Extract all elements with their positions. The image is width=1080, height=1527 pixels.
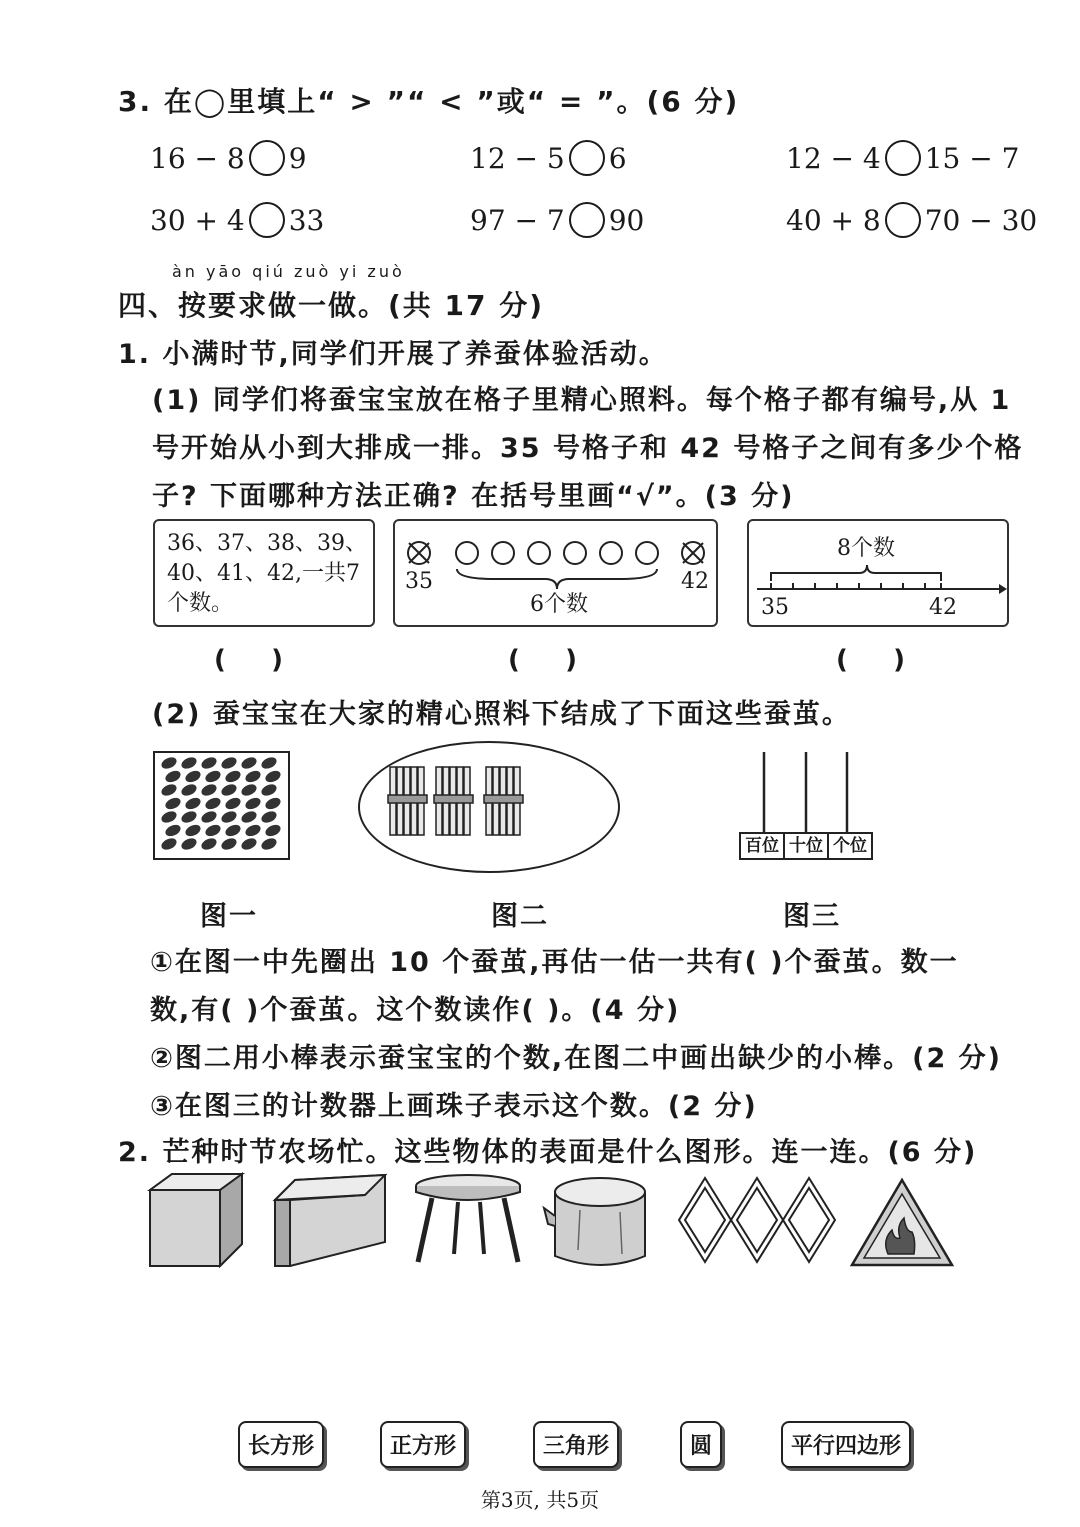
- circle-row: [456, 542, 658, 564]
- sub-question-1-line1: ①在图一中先圈出 10 个蚕茧,再估一估一共有( )个蚕茧。数一: [150, 947, 959, 978]
- crossed-circle-icon: [682, 542, 704, 564]
- cocoon: [220, 809, 239, 825]
- cocoon: [260, 809, 279, 825]
- shape-label-parallelogram[interactable]: 平行四边形: [781, 1421, 911, 1468]
- diamond-fence-icon: [679, 1178, 835, 1262]
- option3-left-number: 35: [761, 595, 789, 620]
- cocoon: [240, 755, 259, 771]
- q1-part1-line2: 号开始从小到大排成一排。35 号格子和 42 号格子之间有多少个格: [152, 433, 1024, 464]
- cocoon: [224, 796, 243, 812]
- answer-circle[interactable]: [569, 202, 605, 238]
- comparison-item: 40 + 8 70 − 30: [786, 203, 1038, 237]
- q3-title: 3. 在◯里填上“ > ”“ < ”或“ = ”。(6 分): [118, 85, 740, 118]
- section-pinyin: àn yāo qiú zuò yi zuò: [172, 262, 405, 281]
- option3-right-number: 42: [929, 595, 957, 620]
- cocoon: [204, 769, 223, 785]
- cocoon: [200, 755, 219, 771]
- cocoon: [204, 823, 223, 839]
- cocoon: [220, 755, 239, 771]
- cocoon: [220, 836, 239, 852]
- stick-bundle-icon: [434, 767, 473, 835]
- brick-icon: [275, 1175, 385, 1266]
- cocoon: [160, 836, 179, 852]
- cocoon: [200, 836, 219, 852]
- comparison-item: 30 + 4 33: [150, 203, 325, 237]
- cube-icon: [150, 1174, 242, 1266]
- answer-circle[interactable]: [569, 140, 605, 176]
- cocoon: [160, 755, 179, 771]
- cocoon: [244, 769, 263, 785]
- sub-question-2: ②图二用小棒表示蚕宝宝的个数,在图二中画出缺少的小棒。(2 分): [150, 1043, 1002, 1074]
- q2-title: 2. 芒种时节农场忙。这些物体的表面是什么图形。连一连。(6 分): [118, 1137, 978, 1168]
- cocoon: [260, 836, 279, 852]
- abacus-label-tens: 十位: [785, 834, 829, 858]
- option-box-list: [153, 519, 375, 627]
- answer-parenthesis-1[interactable]: ( ): [214, 645, 284, 675]
- answer-circle[interactable]: [249, 202, 285, 238]
- answer-parenthesis-2[interactable]: ( ): [508, 645, 578, 675]
- shape-label-circle[interactable]: 圆: [680, 1421, 722, 1468]
- cocoon: [260, 755, 279, 771]
- cocoon: [260, 782, 279, 798]
- q1-part1-line3: 子? 下面哪种方法正确? 在括号里画“√”。(3 分): [152, 481, 795, 512]
- cocoon: [264, 769, 283, 785]
- cocoon: [160, 782, 179, 798]
- comparison-item: 12 − 4 15 − 7: [786, 141, 1020, 175]
- option-list-text: 36、37、38、39、40、41、42,一共7个数。: [167, 531, 367, 616]
- comparison-item: 16 − 8 9: [150, 141, 307, 175]
- abacus-label-ones: 个位: [833, 836, 867, 856]
- cocoon: [244, 796, 263, 812]
- abacus-base: [739, 832, 873, 860]
- option2-count-label: 6个数: [530, 592, 588, 617]
- cocoon: [200, 809, 219, 825]
- sub-question-1-line2: 数,有( )个蚕茧。这个数读作( )。(4 分): [150, 995, 681, 1026]
- fire-warning-sign-icon: [852, 1180, 952, 1265]
- cocoon: [164, 769, 183, 785]
- option3-count-label: 8个数: [837, 536, 895, 561]
- stick-bundles: [360, 743, 618, 871]
- stick-bundle-icon: [484, 767, 523, 835]
- figure3-label: 图三: [783, 901, 841, 932]
- shape-label-rectangle[interactable]: 长方形: [238, 1421, 324, 1468]
- cocoon: [264, 796, 283, 812]
- figure3-abacus: [739, 752, 873, 862]
- round-table-icon: [416, 1175, 520, 1262]
- cocoon: [184, 796, 203, 812]
- cocoon: [220, 782, 239, 798]
- figure2-sticks: [358, 741, 620, 873]
- cocoon-grid: [155, 753, 287, 857]
- crossed-circle-icon: [408, 542, 430, 564]
- abacus-label-hundreds: 百位: [741, 834, 785, 858]
- answer-circle[interactable]: [885, 202, 921, 238]
- q1-part1-line1: (1) 同学们将蚕宝宝放在格子里精心照料。每个格子都有编号,从 1: [152, 385, 1012, 416]
- comparison-item: 97 − 7 90: [470, 203, 645, 237]
- cocoon: [244, 823, 263, 839]
- cocoon: [164, 796, 183, 812]
- cocoon: [264, 823, 283, 839]
- q1-part2-text: (2) 蚕宝宝在大家的精心照料下结成了下面这些蚕茧。: [152, 699, 851, 730]
- page-footer: 第3页, 共5页: [480, 1488, 600, 1512]
- option2-right-number: 42: [681, 569, 709, 594]
- option2-left-number: 35: [405, 569, 433, 594]
- cocoon: [180, 782, 199, 798]
- comparison-item: 12 − 5 6: [470, 141, 627, 175]
- stick-bundle-icon: [388, 767, 427, 835]
- cocoon: [184, 769, 203, 785]
- brace-icon: [457, 569, 657, 589]
- shape-label-square[interactable]: 正方形: [380, 1421, 466, 1468]
- option-box-numberline: [747, 519, 1009, 627]
- cocoon: [224, 769, 243, 785]
- cocoon: [180, 755, 199, 771]
- abacus-rods: [739, 752, 873, 832]
- cocoon: [180, 836, 199, 852]
- figure2-label: 图二: [491, 901, 549, 932]
- cocoon: [224, 823, 243, 839]
- cocoon: [240, 836, 259, 852]
- objects-row: [140, 1170, 970, 1275]
- answer-parenthesis-3[interactable]: ( ): [836, 645, 906, 675]
- cocoon: [184, 823, 203, 839]
- cocoon: [160, 809, 179, 825]
- cocoon: [164, 823, 183, 839]
- sub-question-3: ③在图三的计数器上画珠子表示这个数。(2 分): [150, 1091, 758, 1122]
- brace-icon: [771, 565, 941, 581]
- answer-circle[interactable]: [885, 140, 921, 176]
- cocoon: [200, 782, 219, 798]
- answer-circle[interactable]: [249, 140, 285, 176]
- shape-label-triangle[interactable]: 三角形: [533, 1421, 619, 1468]
- arrow-icon: [999, 584, 1007, 594]
- cocoon: [240, 809, 259, 825]
- figure1-cocoons: [153, 751, 290, 860]
- cocoon: [204, 796, 223, 812]
- cocoon: [180, 809, 199, 825]
- q1-title: 1. 小满时节,同学们开展了养蚕体验活动。: [118, 339, 668, 370]
- section-title: 四、按要求做一做。(共 17 分): [118, 289, 545, 322]
- tree-stump-icon: [544, 1178, 645, 1265]
- option-box-circles: [393, 519, 718, 627]
- figure1-label: 图一: [200, 901, 258, 932]
- cocoon: [240, 782, 259, 798]
